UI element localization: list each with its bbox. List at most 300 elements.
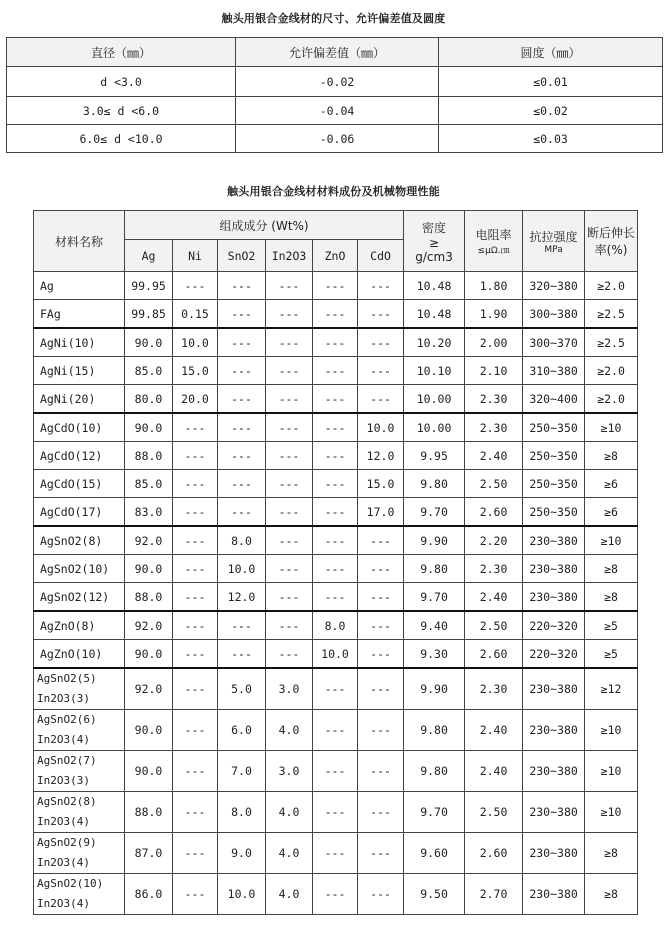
cell-ag: 90.0	[125, 751, 173, 792]
table-row	[34, 751, 638, 792]
cell-zno: ---	[313, 751, 358, 792]
cell-sno2: 6.0	[218, 710, 266, 751]
table-row	[34, 442, 638, 470]
cell-ni: ---	[173, 555, 218, 583]
cell-elongation: ≥12	[585, 668, 638, 710]
table-row	[34, 792, 638, 833]
material-name-line1: AgCdO(15)	[40, 476, 103, 491]
cell-tensile-strength: 300~380	[523, 300, 585, 329]
cell-ag: 92.0	[125, 611, 173, 640]
material-name-line1: AgSnO2(12)	[40, 589, 110, 604]
cell-in2o3: 4.0	[266, 792, 313, 833]
material-properties-table	[33, 210, 638, 915]
cell-diameter: 6.0≤ d <10.0	[7, 125, 236, 153]
cell-ni: ---	[173, 640, 218, 669]
cell-zno: ---	[313, 272, 358, 300]
material-name-line1: AgCdO(10)	[40, 420, 103, 435]
cell-ag: 88.0	[125, 442, 173, 470]
table-row	[7, 67, 663, 97]
material-name-line2: In2O3(4)	[37, 856, 90, 869]
cell-tolerance: -0.04	[236, 97, 439, 125]
cell-material-name	[34, 611, 125, 640]
cell-resistivity: 2.20	[465, 526, 523, 555]
cell-material-name	[34, 751, 125, 792]
cell-sno2: ---	[218, 498, 266, 527]
table2-header-row	[34, 211, 638, 240]
cell-elongation: ≥6	[585, 498, 638, 527]
table-row	[34, 526, 638, 555]
cell-sno2: ---	[218, 413, 266, 442]
cell-sno2: ---	[218, 470, 266, 498]
cell-in2o3: 3.0	[266, 668, 313, 710]
elongation-unit: 率(%)	[594, 243, 628, 257]
cell-ag: 92.0	[125, 668, 173, 710]
table-row	[34, 833, 638, 874]
cell-ag: 90.0	[125, 710, 173, 751]
table-row	[34, 470, 638, 498]
cell-density: 10.00	[404, 385, 465, 414]
cell-ag: 88.0	[125, 792, 173, 833]
table2-body	[34, 272, 638, 915]
cell-cdo: 15.0	[358, 470, 404, 498]
table-row	[7, 125, 663, 153]
cell-diameter: d <3.0	[7, 67, 236, 97]
table-row	[34, 710, 638, 751]
cell-zno: ---	[313, 498, 358, 527]
cell-elongation: ≥8	[585, 555, 638, 583]
cell-zno: ---	[313, 583, 358, 612]
table-row	[34, 498, 638, 527]
cell-cdo: ---	[358, 328, 404, 357]
table2-title: 触头用银合金线材材料成份及机械物理性能	[227, 185, 440, 198]
material-name-line1: AgSnO2(10)	[40, 561, 110, 576]
cell-density: 9.40	[404, 611, 465, 640]
cell-ni: 10.0	[173, 328, 218, 357]
cell-resistivity: 2.50	[465, 792, 523, 833]
cell-sno2: ---	[218, 611, 266, 640]
cell-elongation: ≥10	[585, 710, 638, 751]
cell-density: 9.80	[404, 555, 465, 583]
cell-resistivity: 1.80	[465, 272, 523, 300]
cell-elongation: ≥10	[585, 751, 638, 792]
cell-tensile-strength: 230~380	[523, 792, 585, 833]
cell-density: 9.80	[404, 751, 465, 792]
table-row	[34, 611, 638, 640]
cell-zno: ---	[313, 328, 358, 357]
cell-tensile-strength: 320~400	[523, 385, 585, 414]
cell-ag: 85.0	[125, 470, 173, 498]
cell-elongation: ≥10	[585, 792, 638, 833]
cell-ag: 88.0	[125, 583, 173, 612]
cell-cdo: ---	[358, 583, 404, 612]
cell-roundness: ≤0.01	[439, 67, 663, 97]
cell-material-name	[34, 583, 125, 612]
cell-zno: ---	[313, 470, 358, 498]
cell-resistivity: 2.50	[465, 470, 523, 498]
cell-ag: 99.95	[125, 272, 173, 300]
material-name-line1: AgNi(20)	[40, 391, 96, 406]
cell-in2o3: ---	[266, 640, 313, 669]
header-resistivity	[465, 211, 523, 272]
cell-ni: ---	[173, 272, 218, 300]
cell-tolerance: -0.06	[236, 125, 439, 153]
header-roundness: 圆度（㎜）	[439, 38, 663, 67]
table-row	[34, 272, 638, 300]
cell-in2o3: ---	[266, 385, 313, 414]
cell-material-name	[34, 498, 125, 527]
cell-sno2: ---	[218, 640, 266, 669]
cell-tensile-strength: 230~380	[523, 526, 585, 555]
cell-cdo: ---	[358, 833, 404, 874]
material-name-line1: AgSnO2(5)	[37, 672, 97, 685]
cell-density: 9.30	[404, 640, 465, 669]
table-row	[34, 328, 638, 357]
table-row	[34, 668, 638, 710]
strength-unit: MPa	[544, 244, 563, 255]
density-symbol: ≥	[429, 235, 440, 250]
cell-material-name	[34, 833, 125, 874]
cell-in2o3: ---	[266, 357, 313, 385]
cell-sno2: ---	[218, 272, 266, 300]
cell-diameter: 3.0≤ d <6.0	[7, 97, 236, 125]
cell-cdo: ---	[358, 300, 404, 329]
cell-in2o3: 3.0	[266, 751, 313, 792]
cell-cdo: ---	[358, 272, 404, 300]
cell-tensile-strength: 320~380	[523, 272, 585, 300]
material-name-line1: FAg	[40, 306, 61, 321]
cell-elongation: ≥2.5	[585, 300, 638, 329]
material-name-line1: AgSnO2(9)	[37, 836, 97, 849]
cell-resistivity: 2.70	[465, 874, 523, 915]
cell-material-name	[34, 357, 125, 385]
cell-density: 9.90	[404, 526, 465, 555]
cell-in2o3: ---	[266, 470, 313, 498]
cell-sno2: 8.0	[218, 526, 266, 555]
cell-ni: ---	[173, 470, 218, 498]
cell-sno2: 10.0	[218, 874, 266, 915]
cell-ni: 15.0	[173, 357, 218, 385]
cell-ni: ---	[173, 874, 218, 915]
cell-material-name	[34, 640, 125, 669]
cell-density: 10.48	[404, 272, 465, 300]
cell-resistivity: 2.30	[465, 385, 523, 414]
cell-resistivity: 2.60	[465, 498, 523, 527]
cell-ni: 20.0	[173, 385, 218, 414]
cell-cdo: ---	[358, 792, 404, 833]
cell-cdo: ---	[358, 555, 404, 583]
cell-sno2: 9.0	[218, 833, 266, 874]
material-name-line1: AgSnO2(8)	[40, 533, 103, 548]
cell-ag: 90.0	[125, 328, 173, 357]
header-zno: ZnO	[313, 240, 358, 272]
cell-elongation: ≥2.0	[585, 357, 638, 385]
cell-tensile-strength: 230~380	[523, 555, 585, 583]
cell-elongation: ≥2.5	[585, 328, 638, 357]
cell-tensile-strength: 300~370	[523, 328, 585, 357]
cell-ni: ---	[173, 710, 218, 751]
table1-header-row	[7, 38, 663, 67]
cell-in2o3: ---	[266, 583, 313, 612]
cell-cdo: ---	[358, 751, 404, 792]
cell-cdo: ---	[358, 668, 404, 710]
cell-tensile-strength: 230~380	[523, 874, 585, 915]
cell-ag: 90.0	[125, 413, 173, 442]
cell-sno2: 8.0	[218, 792, 266, 833]
cell-sno2: 12.0	[218, 583, 266, 612]
cell-zno: ---	[313, 385, 358, 414]
cell-resistivity: 2.30	[465, 555, 523, 583]
cell-resistivity: 2.60	[465, 833, 523, 874]
cell-resistivity: 1.90	[465, 300, 523, 329]
cell-tensile-strength: 230~380	[523, 668, 585, 710]
cell-material-name	[34, 710, 125, 751]
cell-material-name	[34, 874, 125, 915]
cell-in2o3: ---	[266, 328, 313, 357]
header-diameter: 直径（㎜）	[7, 38, 236, 67]
cell-elongation: ≥8	[585, 874, 638, 915]
resistivity-label: 电阻率	[475, 228, 512, 242]
cell-zno: ---	[313, 833, 358, 874]
cell-density: 9.80	[404, 470, 465, 498]
cell-tensile-strength: 230~380	[523, 751, 585, 792]
cell-cdo: ---	[358, 710, 404, 751]
material-name-line1: AgSnO2(7)	[37, 754, 97, 767]
cell-tensile-strength: 230~380	[523, 583, 585, 612]
cell-tensile-strength: 220~320	[523, 611, 585, 640]
cell-tensile-strength: 230~380	[523, 710, 585, 751]
cell-density: 9.70	[404, 583, 465, 612]
cell-density: 10.48	[404, 300, 465, 329]
cell-ag: 87.0	[125, 833, 173, 874]
cell-zno: 10.0	[313, 640, 358, 669]
cell-ag: 83.0	[125, 498, 173, 527]
cell-density: 10.10	[404, 357, 465, 385]
cell-ni: ---	[173, 413, 218, 442]
cell-tensile-strength: 250~350	[523, 498, 585, 527]
cell-elongation: ≥2.0	[585, 385, 638, 414]
cell-cdo: ---	[358, 611, 404, 640]
cell-material-name	[34, 272, 125, 300]
cell-in2o3: ---	[266, 272, 313, 300]
cell-cdo: ---	[358, 874, 404, 915]
header-density	[404, 211, 465, 272]
cell-material-name	[34, 470, 125, 498]
cell-zno: ---	[313, 874, 358, 915]
table-row	[34, 357, 638, 385]
table1-title: 触头用银合金线材的尺寸、允许偏差值及圆度	[221, 12, 446, 25]
cell-ni: 0.15	[173, 300, 218, 329]
header-elongation	[585, 211, 638, 272]
table-row	[34, 555, 638, 583]
cell-in2o3: ---	[266, 555, 313, 583]
cell-material-name	[34, 792, 125, 833]
cell-tensile-strength: 250~350	[523, 470, 585, 498]
cell-elongation: ≥2.0	[585, 272, 638, 300]
cell-material-name	[34, 413, 125, 442]
cell-density: 9.70	[404, 498, 465, 527]
cell-material-name	[34, 526, 125, 555]
cell-elongation: ≥5	[585, 640, 638, 669]
cell-tensile-strength: 250~350	[523, 413, 585, 442]
material-name-line1: AgCdO(12)	[40, 448, 103, 463]
table-row	[34, 385, 638, 414]
cell-sno2: ---	[218, 357, 266, 385]
cell-density: 9.80	[404, 710, 465, 751]
cell-ag: 86.0	[125, 874, 173, 915]
cell-sno2: ---	[218, 385, 266, 414]
density-unit: g/cm3	[415, 249, 453, 264]
cell-tensile-strength: 230~380	[523, 833, 585, 874]
cell-density: 9.60	[404, 833, 465, 874]
cell-material-name	[34, 555, 125, 583]
cell-resistivity: 2.60	[465, 640, 523, 669]
cell-zno: ---	[313, 357, 358, 385]
cell-sno2: 10.0	[218, 555, 266, 583]
cell-zno: ---	[313, 300, 358, 329]
cell-in2o3: 4.0	[266, 710, 313, 751]
cell-elongation: ≥6	[585, 470, 638, 498]
material-name-line1: AgZnO(10)	[40, 646, 103, 661]
cell-elongation: ≥8	[585, 833, 638, 874]
cell-zno: 8.0	[313, 611, 358, 640]
cell-zno: ---	[313, 710, 358, 751]
table-row	[34, 300, 638, 329]
cell-material-name	[34, 300, 125, 329]
cell-density: 9.70	[404, 792, 465, 833]
material-name-line1: Ag	[40, 278, 54, 293]
header-material: 材料名称	[34, 211, 125, 272]
material-name-line2: In2O3(4)	[37, 897, 90, 910]
cell-cdo: 17.0	[358, 498, 404, 527]
cell-zno: ---	[313, 668, 358, 710]
header-ni: Ni	[173, 240, 218, 272]
cell-resistivity: 2.40	[465, 751, 523, 792]
cell-resistivity: 2.30	[465, 668, 523, 710]
cell-material-name	[34, 328, 125, 357]
cell-in2o3: ---	[266, 611, 313, 640]
material-name-line1: AgSnO2(6)	[37, 713, 97, 726]
material-name-line1: AgNi(10)	[40, 335, 96, 350]
table-row	[7, 97, 663, 125]
cell-ni: ---	[173, 751, 218, 792]
cell-ag: 92.0	[125, 526, 173, 555]
material-name-line1: AgSnO2(10)	[37, 877, 104, 890]
cell-ni: ---	[173, 833, 218, 874]
cell-resistivity: 2.40	[465, 442, 523, 470]
header-composition: 组成成分 (Wt%)	[125, 211, 404, 240]
cell-ag: 85.0	[125, 357, 173, 385]
cell-tensile-strength: 250~350	[523, 442, 585, 470]
cell-ni: ---	[173, 583, 218, 612]
cell-in2o3: 4.0	[266, 833, 313, 874]
cell-density: 10.20	[404, 328, 465, 357]
cell-cdo: ---	[358, 526, 404, 555]
cell-in2o3: ---	[266, 413, 313, 442]
table-row	[34, 640, 638, 669]
cell-material-name	[34, 442, 125, 470]
cell-ni: ---	[173, 526, 218, 555]
cell-resistivity: 2.00	[465, 328, 523, 357]
cell-zno: ---	[313, 792, 358, 833]
cell-material-name	[34, 385, 125, 414]
cell-sno2: ---	[218, 300, 266, 329]
material-name-line1: AgZnO(8)	[40, 618, 96, 633]
cell-ag: 99.85	[125, 300, 173, 329]
cell-tolerance: -0.02	[236, 67, 439, 97]
cell-in2o3: ---	[266, 442, 313, 470]
cell-density: 10.00	[404, 413, 465, 442]
cell-sno2: 7.0	[218, 751, 266, 792]
cell-sno2: ---	[218, 328, 266, 357]
cell-ni: ---	[173, 442, 218, 470]
cell-in2o3: 4.0	[266, 874, 313, 915]
cell-elongation: ≥10	[585, 526, 638, 555]
cell-in2o3: ---	[266, 300, 313, 329]
cell-density: 9.90	[404, 668, 465, 710]
cell-sno2: 5.0	[218, 668, 266, 710]
cell-zno: ---	[313, 413, 358, 442]
material-name-line1: AgSnO2(8)	[37, 795, 97, 808]
cell-resistivity: 2.50	[465, 611, 523, 640]
cell-sno2: ---	[218, 442, 266, 470]
cell-density: 9.95	[404, 442, 465, 470]
cell-cdo: ---	[358, 385, 404, 414]
cell-in2o3: ---	[266, 498, 313, 527]
resistivity-unit: ≤μΩ.㎝	[477, 246, 510, 256]
cell-elongation: ≥10	[585, 413, 638, 442]
cell-zno: ---	[313, 555, 358, 583]
header-cdo: CdO	[358, 240, 404, 272]
cell-ni: ---	[173, 498, 218, 527]
cell-cdo: ---	[358, 357, 404, 385]
cell-in2o3: ---	[266, 526, 313, 555]
header-ag: Ag	[125, 240, 173, 272]
header-tensile-strength	[523, 211, 585, 272]
elongation-label: 断后伸长	[587, 226, 636, 240]
cell-zno: ---	[313, 442, 358, 470]
cell-cdo: ---	[358, 640, 404, 669]
header-in2o3: In2O3	[266, 240, 313, 272]
material-name-line1: AgNi(15)	[40, 363, 96, 378]
cell-ag: 90.0	[125, 555, 173, 583]
cell-ag: 90.0	[125, 640, 173, 669]
dimension-tolerance-table	[6, 37, 663, 153]
cell-ni: ---	[173, 792, 218, 833]
header-sno2: SnO2	[218, 240, 266, 272]
cell-resistivity: 2.30	[465, 413, 523, 442]
table-row	[34, 583, 638, 612]
cell-tensile-strength: 310~380	[523, 357, 585, 385]
cell-ag: 80.0	[125, 385, 173, 414]
cell-cdo: 12.0	[358, 442, 404, 470]
material-name-line2: In2O3(4)	[37, 733, 90, 746]
cell-resistivity: 2.40	[465, 710, 523, 751]
cell-cdo: 10.0	[358, 413, 404, 442]
cell-material-name	[34, 668, 125, 710]
cell-roundness: ≤0.02	[439, 97, 663, 125]
material-name-line2: In2O3(3)	[37, 774, 90, 787]
cell-elongation: ≥8	[585, 442, 638, 470]
cell-ni: ---	[173, 668, 218, 710]
header-tolerance: 允许偏差值（㎜）	[236, 38, 439, 67]
cell-ni: ---	[173, 611, 218, 640]
table-row	[34, 874, 638, 915]
cell-roundness: ≤0.03	[439, 125, 663, 153]
strength-label: 抗拉强度	[529, 229, 578, 244]
cell-resistivity: 2.40	[465, 583, 523, 612]
cell-elongation: ≥8	[585, 583, 638, 612]
cell-density: 9.50	[404, 874, 465, 915]
